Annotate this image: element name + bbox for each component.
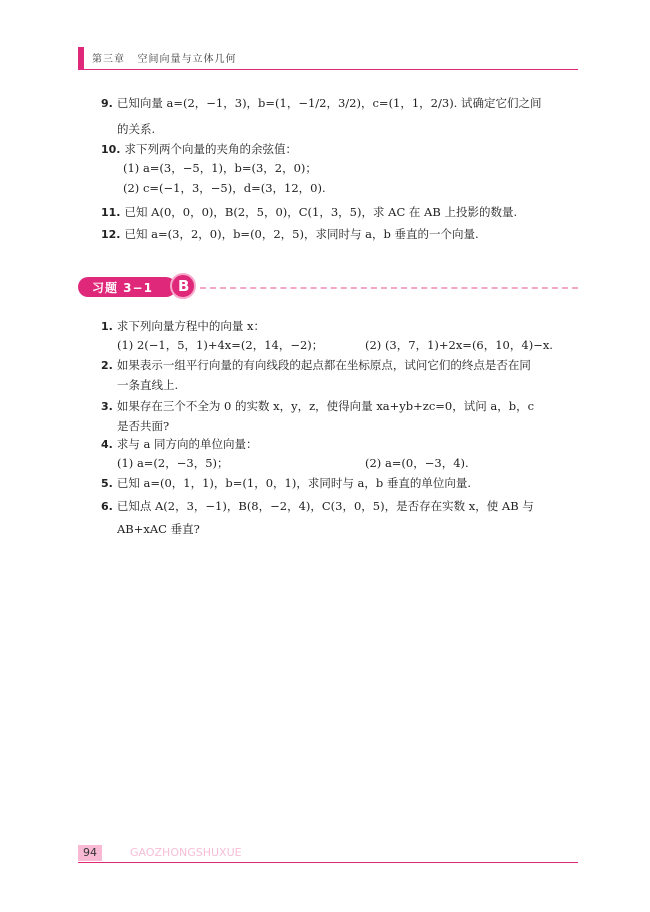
exercise-b-3-continued bbox=[117, 418, 169, 435]
part-text: (2) c=(−1，3，−5)，d=(3，12，0). bbox=[123, 181, 326, 195]
part-text: (2) a=(0，−3，4). bbox=[365, 456, 469, 470]
part-text: (1) a=(2，−3，5)； bbox=[117, 456, 229, 470]
exercise-b-5 bbox=[101, 475, 471, 492]
exercise-b-2 bbox=[101, 357, 531, 374]
exercise-text: 求下列向量方程中的向量 x： bbox=[116, 319, 265, 333]
exercise-text: 求与 a 同方向的单位向量： bbox=[116, 437, 258, 451]
part-text: (1) 2(−1，5，1)+4x=(2，14，−2)； bbox=[117, 338, 324, 352]
exercise-text: 的关系. bbox=[117, 122, 156, 136]
footer-rule bbox=[78, 862, 578, 863]
exercise-number: 6. bbox=[101, 500, 113, 513]
exercise-text: 已知点 A(2，3，−1)，B(8，−2，4)，C(3，0，5)，是否存在实数 x，使 AB 与 bbox=[116, 499, 534, 513]
exercise-11 bbox=[101, 204, 517, 221]
header-rule bbox=[78, 69, 578, 70]
page-number: 94 bbox=[78, 845, 102, 861]
exercise-10-part-2 bbox=[123, 180, 326, 197]
exercise-b-6-continued bbox=[117, 521, 200, 538]
exercise-text: 如果表示一组平行向量的有向线段的起点都在坐标原点，试问它们的终点是否在同 bbox=[116, 358, 531, 372]
exercise-10 bbox=[101, 141, 297, 158]
part-text: (1) a=(3，−5，1)，b=(3，2，0)； bbox=[123, 161, 317, 175]
exercise-b-1 bbox=[101, 318, 265, 335]
exercise-b-1-part-2 bbox=[365, 337, 553, 354]
exercise-text: 如果存在三个不全为 0 的实数 x，y，z，使得向量 xa+yb+zc=0，试问 a，b，c bbox=[116, 399, 535, 413]
exercise-b-2-continued bbox=[117, 377, 178, 394]
exercise-number: 12. bbox=[101, 228, 121, 241]
exercise-text: 已知 a=(0，1，1)，b=(1，0，1)，求同时与 a，b 垂直的单位向量. bbox=[116, 476, 472, 490]
chapter-title: 空间向量与立体几何 bbox=[137, 54, 237, 65]
section-level-circle bbox=[170, 273, 196, 299]
exercise-number: 11. bbox=[101, 206, 121, 219]
exercise-12 bbox=[101, 226, 479, 243]
exercise-b-4-part-2 bbox=[365, 455, 469, 472]
chapter-label: 第三章 bbox=[92, 54, 125, 65]
exercise-text: 已知向量 a=(2，−1，3)，b=(1，−1/2，3/2)，c=(1，1，2/3). 试确定它们之间 bbox=[116, 96, 542, 110]
exercise-text: 已知 A(0，0，0)，B(2，5，0)，C(1，3，5)，求 AC 在 AB 上投影的数量. bbox=[124, 205, 518, 219]
exercise-b-1-part-1 bbox=[117, 337, 323, 354]
exercise-number: 1. bbox=[101, 320, 113, 333]
exercise-9-continued bbox=[117, 121, 155, 138]
footer-brand: GAOZHONGSHUXUE bbox=[130, 846, 242, 859]
exercise-text: AB+xAC 垂直? bbox=[117, 522, 200, 536]
exercise-text: 求下列两个向量的夹角的余弦值： bbox=[124, 142, 297, 156]
exercise-number: 10. bbox=[101, 143, 121, 156]
section-title: 习题 3−1 bbox=[92, 281, 153, 295]
exercise-b-6 bbox=[101, 498, 534, 515]
exercise-b-3 bbox=[101, 398, 534, 415]
section-divider bbox=[200, 287, 578, 289]
exercise-text: 已知 a=(3，2，0)，b=(0，2，5)，求同时与 a，b 垂直的一个向量. bbox=[124, 227, 479, 241]
exercise-b-4 bbox=[101, 436, 258, 453]
exercise-number: 5. bbox=[101, 477, 113, 490]
exercise-number: 3. bbox=[101, 400, 113, 413]
section-level-letter: B bbox=[178, 277, 190, 295]
part-text: (2) (3，7，1)+2x=(6，10，4)−x. bbox=[365, 338, 553, 352]
exercise-text: 是否共面? bbox=[117, 419, 170, 433]
exercise-number: 2. bbox=[101, 359, 113, 372]
exercise-9 bbox=[101, 95, 542, 112]
section-badge bbox=[78, 277, 176, 297]
exercise-number: 4. bbox=[101, 438, 113, 451]
header-accent-bar bbox=[78, 47, 84, 69]
exercise-10-part-1 bbox=[123, 160, 317, 177]
exercise-text: 一条直线上. bbox=[117, 378, 179, 392]
exercise-b-4-part-1 bbox=[117, 455, 229, 472]
exercise-number: 9. bbox=[101, 97, 113, 110]
running-header bbox=[92, 50, 237, 65]
